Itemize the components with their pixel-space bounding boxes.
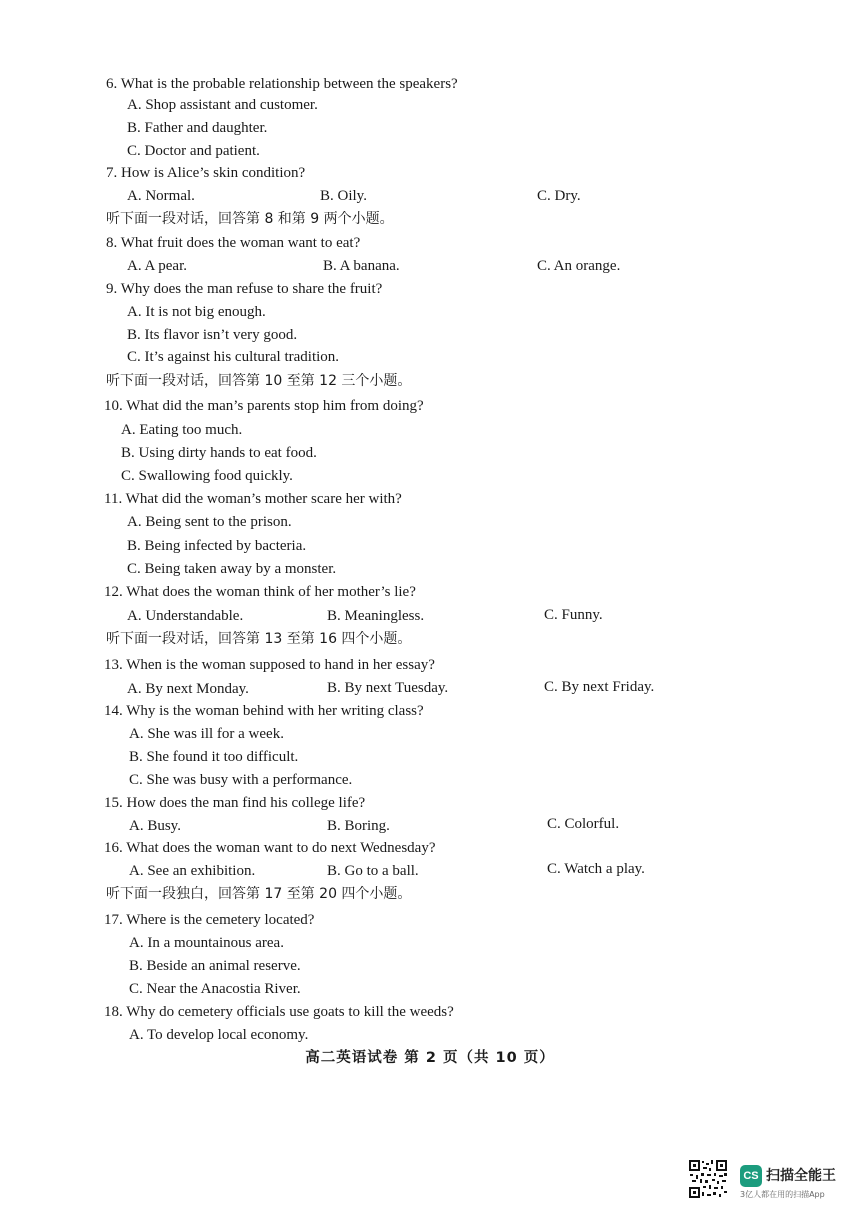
q15-option-a: A. Busy. <box>129 818 181 834</box>
q15-option-b: B. Boring. <box>327 818 390 834</box>
q9-stem: 9. Why does the man refuse to share the fruit? <box>106 281 383 297</box>
brand-name: 扫描全能王 <box>766 1168 836 1184</box>
q7-option-b: B. Oily. <box>320 188 367 204</box>
q6-option-a: A. Shop assistant and customer. <box>127 97 318 113</box>
scanner-watermark <box>688 1159 848 1205</box>
q9-option-a: A. It is not big enough. <box>127 304 266 320</box>
q15-stem: 15. How does the man find his college life? <box>104 795 366 811</box>
camscanner-logo: CS <box>740 1165 762 1187</box>
page-footer: 高二英语试卷 第 2 页（共 10 页） <box>305 1050 555 1066</box>
q18-stem: 18. Why do cemetery officials use goats to kill the weeds? <box>104 1004 454 1020</box>
q6-stem: 6. What is the probable relationship between the speakers? <box>106 76 458 92</box>
q10-option-a: A. Eating too much. <box>121 422 243 438</box>
q11-option-c: C. Being taken away by a monster. <box>127 561 337 577</box>
q7-option-c: C. Dry. <box>537 188 581 204</box>
q9-option-c: C. It’s against his cultural tradition. <box>127 349 340 365</box>
brand-tagline: 3亿人都在用的扫描App <box>740 1190 825 1199</box>
q10-stem: 10. What did the man’s parents stop him from doing? <box>104 398 424 414</box>
q12-option-b: B. Meaningless. <box>327 608 425 624</box>
q15-option-c: C. Colorful. <box>547 816 620 832</box>
section-instruction: 听下面一段对话，回答第 8 和第 9 两个小题。 <box>106 211 394 227</box>
qr-code-icon <box>688 1159 728 1199</box>
section-instruction: 听下面一段独白，回答第 17 至第 20 四个小题。 <box>106 886 412 902</box>
q13-option-a: A. By next Monday. <box>127 681 249 697</box>
q11-stem: 11. What did the woman’s mother scare her with? <box>104 491 402 507</box>
q14-option-a: A. She was ill for a week. <box>129 726 284 742</box>
q12-option-c: C. Funny. <box>544 607 603 623</box>
q16-option-b: B. Go to a ball. <box>327 863 419 879</box>
q13-stem: 13. When is the woman supposed to hand in her essay? <box>104 657 435 673</box>
q16-option-c: C. Watch a play. <box>547 861 645 877</box>
q18-option-a: A. To develop local economy. <box>129 1027 309 1043</box>
q17-option-b: B. Beside an animal reserve. <box>129 958 301 974</box>
q17-option-c: C. Near the Anacostia River. <box>129 981 301 997</box>
q6-option-c: C. Doctor and patient. <box>127 143 260 159</box>
q13-option-c: C. By next Friday. <box>544 679 655 695</box>
q10-option-b: B. Using dirty hands to eat food. <box>121 445 317 461</box>
q8-option-a: A. A pear. <box>127 258 187 274</box>
q9-option-b: B. Its flavor isn’t very good. <box>127 327 298 343</box>
q7-option-a: A. Normal. <box>127 188 195 204</box>
section-instruction: 听下面一段对话，回答第 13 至第 16 四个小题。 <box>106 631 412 647</box>
q14-option-c: C. She was busy with a performance. <box>129 772 353 788</box>
q7-stem: 7. How is Alice’s skin condition? <box>106 165 306 181</box>
q12-stem: 12. What does the woman think of her mother’s lie? <box>104 584 416 600</box>
q14-option-b: B. She found it too difficult. <box>129 749 299 765</box>
q12-option-a: A. Understandable. <box>127 608 244 624</box>
q17-stem: 17. Where is the cemetery located? <box>104 912 315 928</box>
q8-stem: 8. What fruit does the woman want to eat? <box>106 235 361 251</box>
q17-option-a: A. In a mountainous area. <box>129 935 284 951</box>
q8-option-c: C. An orange. <box>537 258 621 274</box>
q6-option-b: B. Father and daughter. <box>127 120 268 136</box>
q8-option-b: B. A banana. <box>323 258 400 274</box>
q16-stem: 16. What does the woman want to do next Wednesday? <box>104 840 436 856</box>
section-instruction: 听下面一段对话，回答第 10 至第 12 三个小题。 <box>106 373 412 389</box>
q11-option-a: A. Being sent to the prison. <box>127 514 292 530</box>
q10-option-c: C. Swallowing food quickly. <box>121 468 293 484</box>
q14-stem: 14. Why is the woman behind with her writing class? <box>104 703 424 719</box>
q13-option-b: B. By next Tuesday. <box>327 680 449 696</box>
q11-option-b: B. Being infected by bacteria. <box>127 538 307 554</box>
q16-option-a: A. See an exhibition. <box>129 863 256 879</box>
